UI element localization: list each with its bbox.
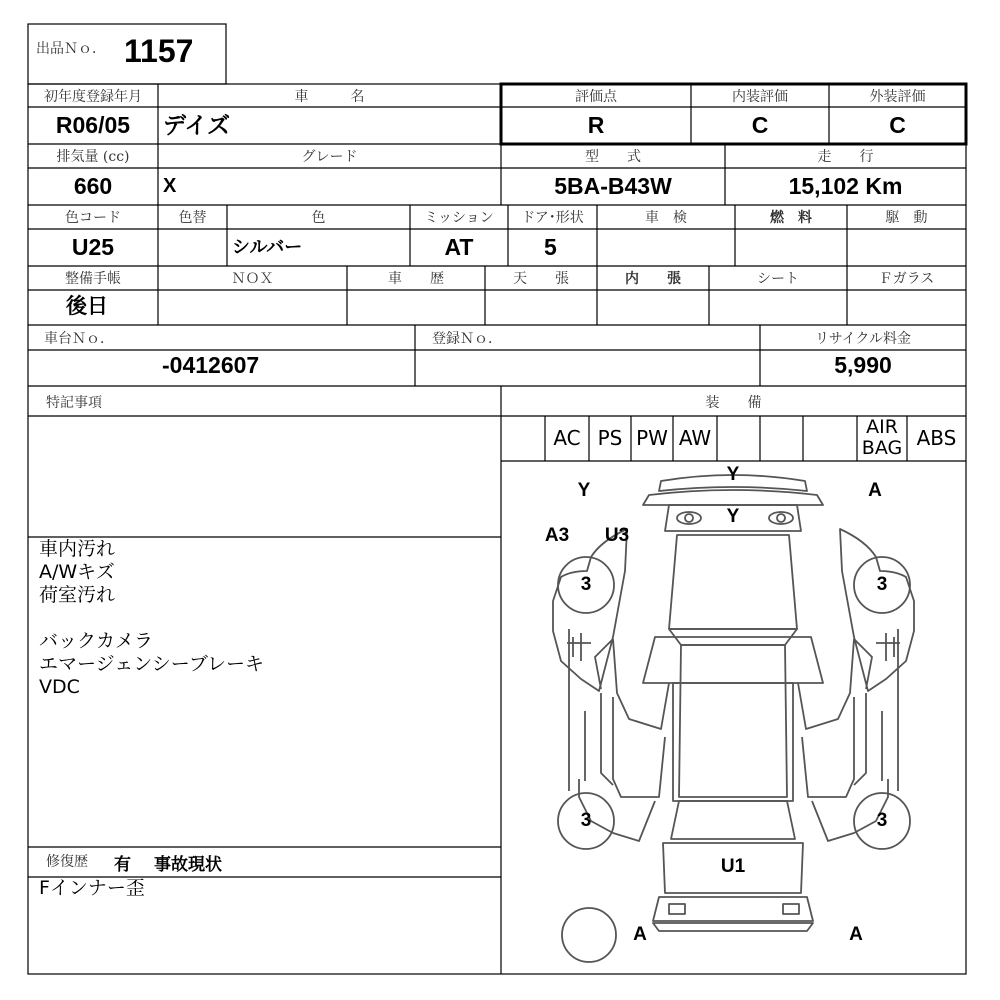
- maintenance-record: 後日: [66, 295, 108, 318]
- note-line: VDC: [39, 676, 80, 698]
- mark-tire-rear-left: 3: [580, 810, 592, 831]
- chassis-label: 車台Ｎｏ．: [44, 331, 114, 347]
- mark-back-door: U1: [720, 856, 746, 877]
- door-count: 5: [544, 234, 557, 260]
- mission: AT: [444, 234, 474, 260]
- roof-shape: [679, 645, 787, 797]
- equip-ps: PS: [597, 426, 623, 450]
- ceiling-label: 天 張: [513, 271, 569, 287]
- color-code: U25: [71, 234, 115, 260]
- hood-shape: [669, 535, 797, 629]
- grade: X: [163, 175, 177, 197]
- mark-front-bumper: Y: [726, 464, 740, 485]
- rear-bumper-shape: [653, 897, 813, 921]
- notes-label: 特記事項: [46, 395, 102, 411]
- mark-hood: Y: [726, 506, 740, 527]
- color-code-label: 色コード: [65, 210, 121, 226]
- seat-label: シート: [757, 271, 799, 287]
- repair-label: 修復歴: [46, 854, 88, 870]
- fglass-label: Ｆガラス: [878, 271, 935, 287]
- interior-label: 内装評価: [732, 89, 788, 105]
- lot-number: 1157: [124, 33, 194, 69]
- lot-label: 出品Ｎｏ．: [36, 41, 106, 57]
- car-name: デイズ: [163, 112, 231, 138]
- displacement-label: 排気量 (cc): [56, 149, 130, 165]
- mark-left-fender-u: U3: [604, 525, 630, 546]
- interior-grade: C: [751, 112, 769, 138]
- first-registration: R06/05: [55, 112, 131, 138]
- mileage: 15,102 Km: [788, 173, 903, 199]
- year-label: 初年度登録年月: [44, 89, 142, 105]
- registration-label: 登録Ｎｏ．: [432, 331, 502, 347]
- repair-status: 有: [114, 855, 131, 875]
- accident-status: 事故現状: [154, 855, 222, 875]
- exterior-grade: C: [889, 112, 906, 138]
- equip-abs: ABS: [916, 426, 957, 450]
- mileage-label: 走 行: [817, 149, 874, 165]
- car-name-label: 車 名: [294, 89, 365, 105]
- model-label: 型 式: [585, 149, 641, 165]
- drive-label: 駆 動: [885, 210, 928, 226]
- recycle-fee: 5,990: [834, 352, 892, 378]
- displacement: 660: [73, 173, 113, 199]
- mark-tire-front-left: 3: [580, 574, 592, 595]
- mark-right-front: A: [868, 480, 882, 501]
- lining-label: 内 張: [625, 271, 681, 287]
- color-label: 色: [311, 210, 326, 226]
- note-line: 荷室汚れ: [39, 584, 116, 606]
- mark-left-fender-a: A3: [544, 525, 570, 546]
- note-line: エマージェンシーブレーキ: [39, 653, 265, 675]
- mark-tire-rear-right: 3: [876, 810, 888, 831]
- grade-label: グレード: [301, 149, 358, 165]
- note-line: 車内汚れ: [39, 538, 116, 560]
- inspection-label: 車 検: [645, 210, 687, 226]
- note-line: A/Wキズ: [39, 561, 115, 583]
- model-code: 5BA-B43W: [554, 173, 672, 199]
- exterior-label: 外装評価: [869, 89, 926, 105]
- spare-tire: [562, 908, 616, 962]
- door-label: ドア･形状: [521, 210, 584, 226]
- recycle-label: リサイクル料金: [814, 331, 912, 347]
- fuel-label: 燃 料: [770, 210, 812, 226]
- mark-rear-left: A: [633, 924, 647, 945]
- note-line: [39, 607, 489, 630]
- evaluation-score: R: [587, 112, 605, 138]
- equipment-label: 装 備: [705, 395, 762, 411]
- chassis-number: -0412607: [162, 352, 260, 378]
- maintenance-record-label: 整備手帳: [65, 271, 121, 287]
- equip-pw: PW: [636, 426, 668, 450]
- nox-label: ＮＯＸ: [231, 271, 274, 287]
- score-label: 評価点: [575, 89, 617, 105]
- color: シルバー: [232, 237, 303, 257]
- mission-label: ミッション: [424, 210, 494, 226]
- notes-list: [39, 538, 489, 699]
- equip-aw: AW: [678, 426, 712, 450]
- repair-detail: Fインナー歪: [39, 877, 145, 899]
- mark-left-front: Y: [577, 480, 591, 501]
- history-label: 車 歴: [388, 271, 444, 287]
- equip-airbag: AIR BAG: [861, 416, 903, 459]
- mark-rear-right: A: [849, 924, 863, 945]
- recolor-label: 色替: [178, 210, 207, 226]
- note-line: バックカメラ: [39, 630, 154, 652]
- mark-tire-front-right: 3: [876, 574, 888, 595]
- equip-ac: AC: [553, 426, 581, 450]
